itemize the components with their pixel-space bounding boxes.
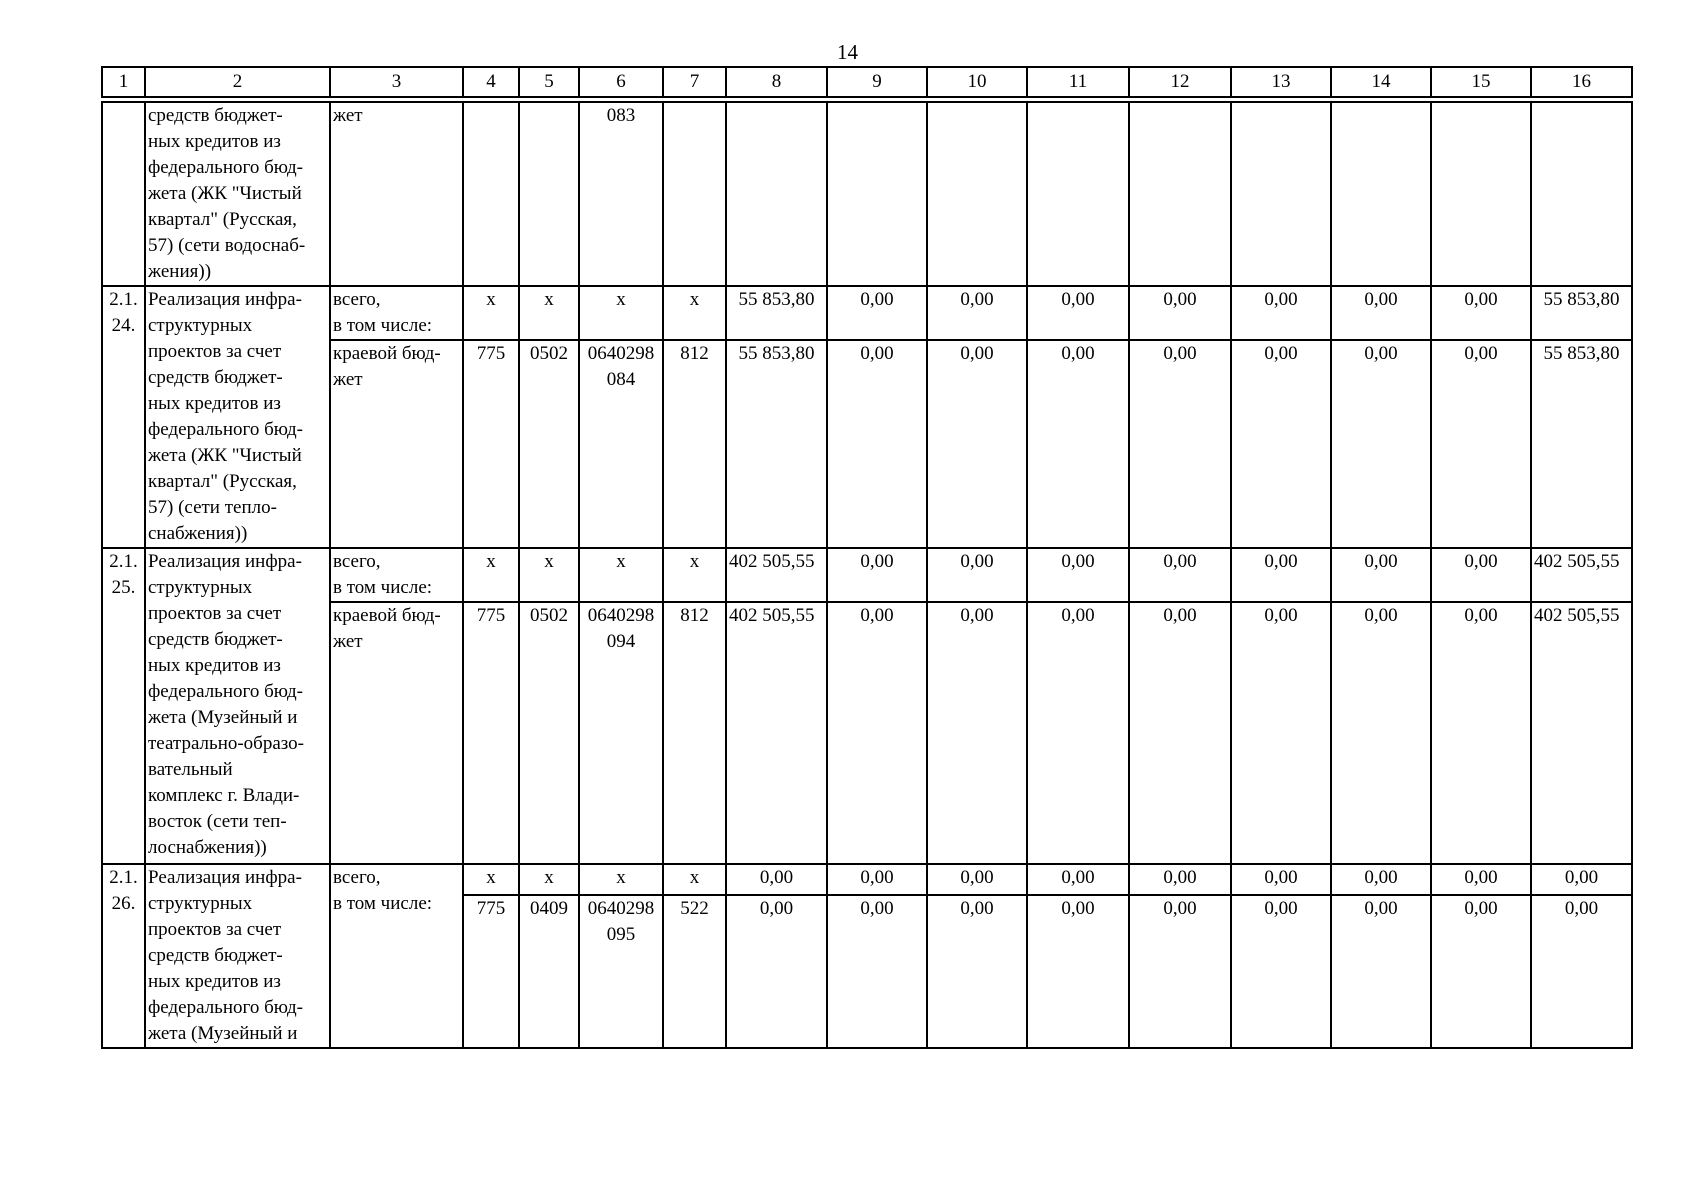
item-name-line: проектов за счет [148,919,282,940]
amount-cell: 0,00 [827,602,927,864]
amount-cell: 55 853,80 [1531,340,1632,548]
item-name-line: Реализация инфра- [148,867,302,888]
target-article-cell [579,895,663,1048]
amount-cell: 0,00 [1431,602,1531,864]
item-name-line: жета (ЖК "Чистый [148,183,302,204]
funding-source-line: в том числе: [333,577,433,598]
amount-cell: 0,00 [1431,286,1531,340]
amount-cell: 0,00 [827,340,927,548]
amount-cell: 0,00 [1027,340,1129,548]
grbs-cell: х [463,286,519,340]
grbs-cell: 775 [463,895,519,1048]
amount-cell: 0,00 [1331,340,1431,548]
amount-cell: 0,00 [827,286,927,340]
item-name-line: структурных [148,577,253,598]
expense-type-cell: х [663,286,726,340]
amount-cell: 0,00 [927,548,1027,602]
header-cell: 3 [330,67,463,97]
target-article-line: 095 [606,923,636,945]
item-name-line: театрально-образо- [148,733,305,754]
amount-cell: 402 505,55 [726,602,827,864]
funding-source-line: краевой бюд- [333,605,441,626]
amount-cell: 55 853,80 [726,286,827,340]
funding-source-line: жет [333,105,363,126]
section-cell: 0409 [519,895,579,1048]
item-name-line: средств бюджет- [148,367,283,388]
header-cell: 11 [1027,67,1129,97]
item-name-line: 57) (сети тепло- [148,497,277,518]
row-number-line: 2.1. [109,289,138,310]
funding-source-line: всего, [333,551,381,572]
amount-cell: 0,00 [1231,864,1331,895]
target-article-line: 083 [606,105,636,126]
funding-source-line: краевой бюд- [333,343,441,365]
row-number-line: 2.1. [109,551,138,572]
amount-cell: 0,00 [1027,602,1129,864]
item-name-line: средств бюджет- [148,629,283,650]
header-cell: 9 [827,67,927,97]
target-article-line: 0640298 [587,605,655,626]
item-name-line: ных кредитов из [148,131,281,152]
row-number-cell [102,102,145,286]
item-name-line: структурных [148,315,253,336]
item-name-line: ных кредитов из [148,971,281,992]
item-name-line: комплекс г. Влади- [148,785,300,806]
expense-type-cell: х [663,864,726,895]
item-name-line: квартал" (Русская, [148,471,297,492]
item-name-line: Реализация инфра- [148,551,302,572]
header-row [102,67,1632,97]
item-name-line: лоснабжения)) [148,837,267,858]
expense-type-cell: 812 [663,340,726,548]
amount-cell: 402 505,55 [726,548,827,602]
header-cell: 13 [1231,67,1331,97]
amount-cell: 0,00 [1231,340,1331,548]
section-cell: 0502 [519,602,579,864]
amount-cell: 0,00 [1431,548,1531,602]
expense-type-cell: 522 [663,895,726,1048]
section-cell: х [519,548,579,602]
funding-source-line: в том числе: [333,315,433,336]
expense-type-cell: х [663,548,726,602]
row-number-cell [102,548,145,864]
item-name-cell [145,102,330,286]
header-cell: 12 [1129,67,1231,97]
amount-cell: 0,00 [927,286,1027,340]
funding-source-cell [330,864,463,1048]
header-cell: 15 [1431,67,1531,97]
item-name-cell [145,286,330,548]
amount-cell: 0,00 [1331,895,1431,1048]
item-name-cell [145,864,330,1048]
table-row [102,602,1632,864]
header-cell: 2 [145,67,330,97]
item-name-line: квартал" (Русская, [148,209,297,230]
funding-source-cell [330,340,463,548]
amount-cell: 0,00 [1331,864,1431,895]
row-number-line: 24. [111,315,136,336]
target-article-cell: х [579,864,663,895]
amount-cell: 0,00 [1027,548,1129,602]
item-name-cell [145,548,330,864]
amount-cell [726,102,827,286]
page-number: 14 [837,40,858,64]
funding-source-cell [330,602,463,864]
amount-cell: 0,00 [1431,895,1531,1048]
header-cell: 10 [927,67,1027,97]
item-name-line: жета (Музейный и [148,707,298,728]
amount-cell: 0,00 [1129,602,1231,864]
amount-cell: 0,00 [1027,286,1129,340]
item-name-line: федерального бюд- [148,681,303,702]
funding-source-cell [330,286,463,340]
item-name-line: федерального бюд- [148,997,303,1018]
item-name-line: структурных [148,893,253,914]
header-cell: 8 [726,67,827,97]
amount-cell: 0,00 [827,548,927,602]
item-name-line: снабжения)) [148,523,248,544]
target-article-line: 0640298 [587,897,655,919]
amount-cell: 0,00 [1531,895,1632,1048]
amount-cell: 0,00 [1129,340,1231,548]
expense-type-cell [663,102,726,286]
grbs-cell: х [463,864,519,895]
amount-cell: 0,00 [1231,602,1331,864]
target-article-line: 0640298 [587,343,655,365]
amount-cell [1231,102,1331,286]
item-name-line: федерального бюд- [148,157,303,178]
grbs-cell: х [463,548,519,602]
target-article-cell [579,340,663,548]
expense-type-cell: 812 [663,602,726,864]
row-number-line: 25. [111,577,136,598]
amount-cell: 0,00 [1129,864,1231,895]
header-cell: 1 [102,67,145,97]
amount-cell [1431,102,1531,286]
item-name-line: ных кредитов из [148,655,281,676]
target-article-cell [579,102,663,286]
amount-cell [1027,102,1129,286]
target-article-cell: х [579,286,663,340]
amount-cell [827,102,927,286]
header-cell: 4 [463,67,519,97]
budget-table [101,66,1633,1049]
amount-cell [927,102,1027,286]
section-cell [519,102,579,286]
amount-cell: 0,00 [927,602,1027,864]
amount-cell: 0,00 [927,340,1027,548]
funding-source-line: жет [333,369,363,391]
grbs-cell: 775 [463,340,519,548]
section-cell: х [519,286,579,340]
header-cell: 14 [1331,67,1431,97]
amount-cell: 0,00 [1027,895,1129,1048]
amount-cell: 55 853,80 [726,340,827,548]
table-row [102,102,1632,286]
amount-cell: 0,00 [1231,286,1331,340]
amount-cell [1531,102,1632,286]
amount-cell: 0,00 [1331,548,1431,602]
amount-cell: 0,00 [1231,548,1331,602]
table-row [102,286,1632,340]
amount-cell: 0,00 [1431,864,1531,895]
item-name-line: жета (ЖК "Чистый [148,445,302,466]
header-cell: 5 [519,67,579,97]
target-article-line: 094 [606,631,636,652]
amount-cell: 0,00 [1331,286,1431,340]
amount-cell [1129,102,1231,286]
amount-cell: 0,00 [1531,864,1632,895]
item-name-line: проектов за счет [148,341,282,362]
row-number-line: 26. [111,893,136,914]
funding-source-cell [330,102,463,286]
amount-cell: 0,00 [1231,895,1331,1048]
table-row [102,864,1632,895]
funding-source-line: всего, [333,289,381,310]
target-article-line: 084 [606,369,636,391]
grbs-cell [463,102,519,286]
section-cell: х [519,864,579,895]
funding-source-line: в том числе: [333,893,433,914]
row-number-cell [102,864,145,1048]
item-name-line: федерального бюд- [148,419,303,440]
table-row [102,548,1632,602]
table-row [102,340,1632,548]
funding-source-line: всего, [333,867,381,888]
target-article-cell [579,602,663,864]
header-cell: 6 [579,67,663,97]
amount-cell: 0,00 [927,864,1027,895]
amount-cell: 0,00 [726,864,827,895]
item-name-line: проектов за счет [148,603,282,624]
amount-cell: 402 505,55 [1531,548,1632,602]
amount-cell: 0,00 [1129,548,1231,602]
amount-cell: 0,00 [726,895,827,1048]
row-number-line: 2.1. [109,867,138,888]
amount-cell: 0,00 [1331,602,1431,864]
amount-cell: 0,00 [827,864,927,895]
amount-cell: 55 853,80 [1531,286,1632,340]
item-name-line: вательный [148,759,233,780]
funding-source-line: жет [333,631,363,652]
grbs-cell: 775 [463,602,519,864]
row-number-cell [102,286,145,548]
amount-cell: 0,00 [827,895,927,1048]
item-name-line: 57) (сети водоснаб- [148,235,306,256]
amount-cell: 0,00 [1129,895,1231,1048]
item-name-line: средств бюджет- [148,945,283,966]
header-cell: 16 [1531,67,1632,97]
item-name-line: Реализация инфра- [148,289,302,310]
target-article-cell: х [579,548,663,602]
amount-cell: 0,00 [1431,340,1531,548]
funding-source-cell [330,548,463,602]
item-name-line: ных кредитов из [148,393,281,414]
amount-cell: 0,00 [1027,864,1129,895]
amount-cell [1331,102,1431,286]
header-cell: 7 [663,67,726,97]
amount-cell: 0,00 [1129,286,1231,340]
item-name-line: жения)) [148,261,212,282]
amount-cell: 0,00 [927,895,1027,1048]
item-name-line: восток (сети теп- [148,811,287,832]
section-cell: 0502 [519,340,579,548]
item-name-line: жета (Музейный и [148,1023,298,1044]
item-name-line: средств бюджет- [148,105,283,126]
amount-cell: 402 505,55 [1531,602,1632,864]
